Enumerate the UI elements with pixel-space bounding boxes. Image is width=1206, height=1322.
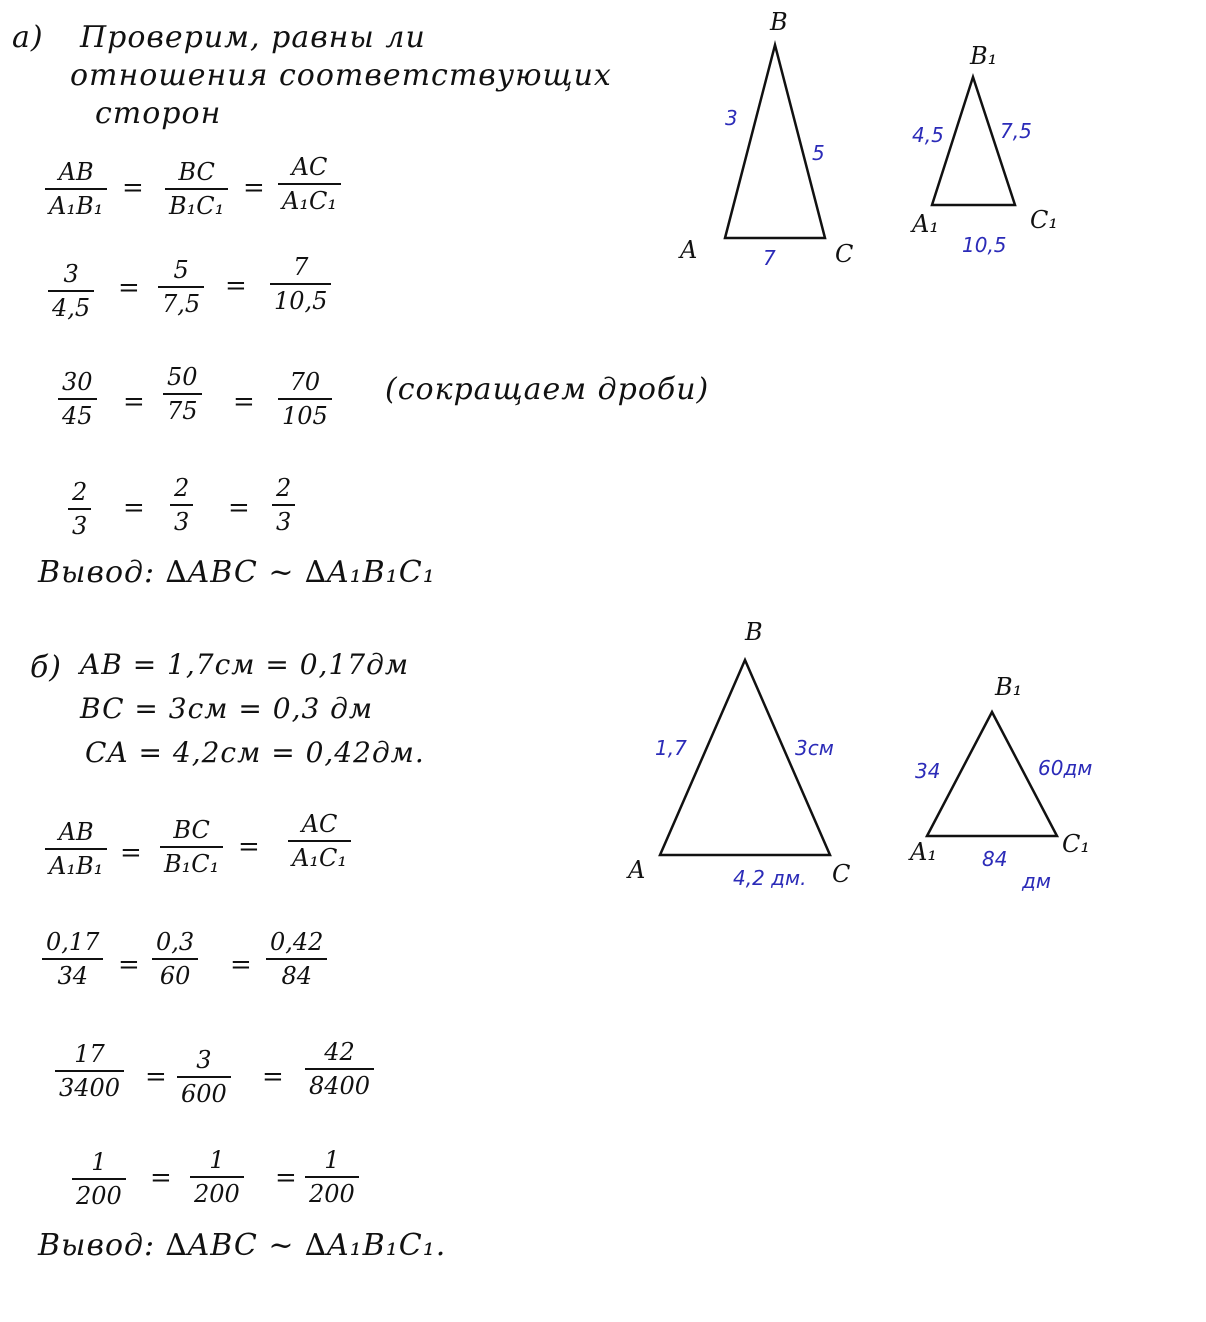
equals-sign: = <box>145 1062 167 1092</box>
denominator: A₁B₁ <box>49 852 104 880</box>
denominator: 105 <box>282 402 328 430</box>
numerator: BC <box>173 816 210 844</box>
given-line-2: BC = 3см = 0,3 дм <box>80 692 374 725</box>
denominator: 10,5 <box>274 287 328 315</box>
conclusion: Вывод: ∆ABC ~ ∆A₁B₁C₁. <box>38 1228 447 1263</box>
side-length: 7 <box>763 246 776 270</box>
numerator: 2 <box>276 474 292 502</box>
numerator: AC <box>301 810 338 838</box>
numerator: 3 <box>63 260 79 288</box>
side-length: 10,5 <box>962 233 1007 257</box>
equals-sign: = <box>243 173 265 203</box>
denominator: 60 <box>159 962 191 990</box>
denominator: 200 <box>309 1180 355 1208</box>
numerator: 30 <box>62 368 93 396</box>
equals-sign: = <box>262 1062 284 1092</box>
denominator: 200 <box>76 1182 122 1210</box>
intro-line-1: Проверим, равны ли <box>80 20 426 55</box>
vertex-label: B₁ <box>970 42 998 70</box>
vertex-label: C <box>832 860 851 888</box>
numerator: 17 <box>74 1040 105 1068</box>
denominator: 600 <box>181 1080 227 1108</box>
equals-sign: = <box>122 173 144 203</box>
vertex-label: B <box>770 8 788 36</box>
numerator: 2 <box>72 478 88 506</box>
numerator: 1 <box>209 1146 225 1174</box>
part-a-label: а) <box>12 20 44 55</box>
equals-sign: = <box>275 1163 297 1193</box>
numerator: 2 <box>174 474 190 502</box>
numerator: 3 <box>196 1046 212 1074</box>
conclusion: Вывод: ∆ABC ~ ∆A₁B₁C₁ <box>38 555 436 590</box>
numerator: 50 <box>167 363 198 391</box>
vertex-label: C₁ <box>1030 206 1058 234</box>
numerator: 0,17 <box>46 928 100 956</box>
equals-sign: = <box>230 950 252 980</box>
denominator: 3 <box>174 508 190 536</box>
side-length: 34 <box>915 759 941 783</box>
simplify-note: (сокращаем дроби) <box>385 372 710 407</box>
numerator: 0,42 <box>270 928 324 956</box>
equals-sign: = <box>228 493 250 523</box>
side-length: 4,5 <box>912 123 944 147</box>
numerator: 0,3 <box>156 928 195 956</box>
denominator: 3 <box>276 508 292 536</box>
equals-sign: = <box>120 838 142 868</box>
vertex-label: A <box>628 856 646 884</box>
equals-sign: = <box>118 950 140 980</box>
vertex-label: A₁ <box>910 838 937 866</box>
side-length: 1,7 <box>655 736 687 760</box>
denominator: 75 <box>167 397 198 425</box>
numerator: AC <box>291 153 328 181</box>
denominator: 84 <box>281 962 312 990</box>
side-length: 5 <box>812 141 825 165</box>
intro-line-2: отношения соответствующих <box>70 58 612 93</box>
denominator: 34 <box>57 962 88 990</box>
numerator: AB <box>58 158 94 186</box>
numerator: 42 <box>324 1038 355 1066</box>
numerator: 70 <box>289 368 321 396</box>
equals-sign: = <box>118 273 140 303</box>
side-length: 60дм <box>1038 756 1093 780</box>
denominator: B₁C₁ <box>164 850 220 878</box>
denominator: 4,5 <box>52 294 91 322</box>
numerator: AB <box>58 818 94 846</box>
equals-sign: = <box>238 832 260 862</box>
triangle-abc-a <box>725 45 825 238</box>
equals-sign: = <box>233 387 255 417</box>
denominator: 8400 <box>309 1072 371 1100</box>
equals-sign: = <box>123 493 145 523</box>
side-length: 7,5 <box>1000 119 1032 143</box>
numerator: BC <box>178 158 215 186</box>
given-line-1: AB = 1,7см = 0,17дм <box>80 648 410 681</box>
side-length: 3см <box>795 736 834 760</box>
side-length-unit: дм <box>1022 869 1051 893</box>
equals-sign: = <box>225 271 247 301</box>
denominator: 7,5 <box>162 290 201 318</box>
side-length: 84 <box>982 847 1008 871</box>
equals-sign: = <box>123 387 145 417</box>
denominator: 45 <box>62 402 93 430</box>
denominator: A₁C₁ <box>282 187 337 215</box>
denominator: 3400 <box>59 1074 121 1102</box>
numerator: 1 <box>324 1146 340 1174</box>
denominator: B₁C₁ <box>169 192 225 220</box>
intro-line-3: сторон <box>95 96 222 131</box>
denominator: A₁C₁ <box>292 844 347 872</box>
vertex-label: B <box>745 618 763 646</box>
vertex-label: A₁ <box>912 210 939 238</box>
part-b-label: б) <box>30 650 63 685</box>
vertex-label: C₁ <box>1062 830 1090 858</box>
side-length: 4,2 дм. <box>733 866 807 890</box>
vertex-label: B₁ <box>995 673 1023 701</box>
equals-sign: = <box>150 1163 172 1193</box>
side-length: 3 <box>725 106 738 130</box>
vertex-label: C <box>835 240 854 268</box>
denominator: 200 <box>194 1180 240 1208</box>
denominator: 3 <box>72 512 88 540</box>
numerator: 5 <box>173 256 189 284</box>
numerator: 7 <box>293 253 309 281</box>
numerator: 1 <box>91 1148 107 1176</box>
vertex-label: A <box>680 236 698 264</box>
denominator: A₁B₁ <box>49 192 104 220</box>
given-line-3: CA = 4,2см = 0,42дм. <box>85 736 425 769</box>
